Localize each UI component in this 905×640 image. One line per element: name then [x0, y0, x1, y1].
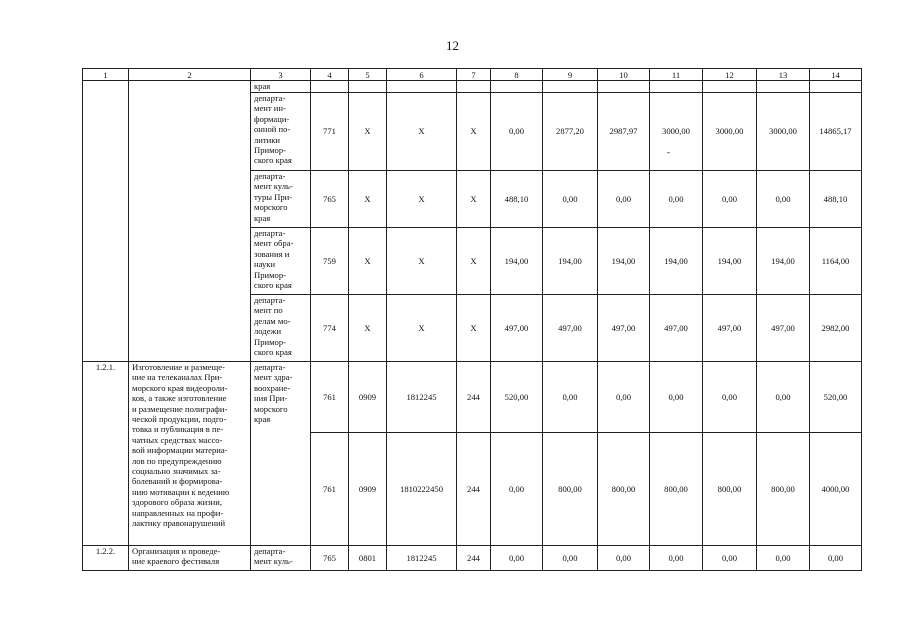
value-cell: 3000,00 [757, 93, 810, 171]
grbs-cell: 759 [311, 228, 349, 295]
value-cell: 0,00 [757, 362, 810, 433]
budget-table [82, 68, 862, 571]
value-cell: 800,00 [650, 433, 703, 546]
csr-cell: 1810222450 [387, 433, 457, 546]
header-cell: 12 [703, 69, 757, 81]
item-number-cell [83, 81, 129, 362]
header-cell: 2 [129, 69, 251, 81]
value-cell: 497,00 [598, 295, 650, 362]
vr-cell: Х [457, 228, 491, 295]
rz-pr-cell: 0909 [349, 362, 387, 433]
activity-cell [129, 81, 251, 362]
header-cell: 7 [457, 69, 491, 81]
vr-cell: Х [457, 295, 491, 362]
vr-cell: Х [457, 93, 491, 171]
grbs-cell: 761 [311, 362, 349, 433]
csr-cell: Х [387, 171, 457, 228]
department-cell: края [251, 81, 311, 93]
rz-pr-cell: 0801 [349, 546, 387, 571]
table-row [83, 546, 862, 571]
value-cell: 497,00 [491, 295, 543, 362]
value-cell: 497,00 [757, 295, 810, 362]
csr-cell: 1812245 [387, 546, 457, 571]
value-cell [650, 81, 703, 93]
total-cell: 520,00 [810, 362, 862, 433]
value-cell: 0,00 [757, 546, 810, 571]
rz-pr-cell: 0909 [349, 433, 387, 546]
header-cell: 3 [251, 69, 311, 81]
total-cell: 0,00 [810, 546, 862, 571]
value-cell: 800,00 [543, 433, 598, 546]
vr-cell [457, 81, 491, 93]
total-cell: 4000,00 [810, 433, 862, 546]
activity-cell: Организация и проведе- ние краевого фестиваля [129, 546, 251, 571]
value-cell: 0,00 [491, 93, 543, 171]
stray-mark: - [667, 147, 670, 157]
value-cell [491, 81, 543, 93]
activity-cell: Изготовление и размеще- ние на телеканалах При- морского края видеороли- ков, а также изготовление и размещение полиграфи- ческой продукции, подго- товка и публикация в пе- чатных средствах массо- вой информации материа- лов по предупреждению социально значимых за- болеваний и формирова- нию мотивации к ведению здорового образа жизни, направленных на профи- лактику правонарушений [129, 362, 251, 546]
value-cell: 0,00 [543, 362, 598, 433]
header-cell: 8 [491, 69, 543, 81]
department-cell: департа- мент куль- [251, 546, 311, 571]
header-cell: 4 [311, 69, 349, 81]
total-cell [810, 81, 862, 93]
value-cell [543, 81, 598, 93]
rz-pr-cell: Х [349, 228, 387, 295]
value-cell: 488,10 [491, 171, 543, 228]
rz-pr-cell: Х [349, 93, 387, 171]
value-cell: 194,00 [598, 228, 650, 295]
grbs-cell: 761 [311, 433, 349, 546]
header-cell: 6 [387, 69, 457, 81]
csr-cell: Х [387, 93, 457, 171]
item-number-cell: 1.2.1. [83, 362, 129, 546]
value-cell: 0,00 [757, 171, 810, 228]
table-row [83, 362, 862, 433]
value-cell: 0,00 [491, 546, 543, 571]
value-cell: 0,00 [650, 546, 703, 571]
department-cell: департа- мент куль- туры При- морского края [251, 171, 311, 228]
total-cell: 2982,00 [810, 295, 862, 362]
grbs-cell [311, 81, 349, 93]
rz-pr-cell [349, 81, 387, 93]
value-cell: 0,00 [598, 171, 650, 228]
value-cell: 497,00 [650, 295, 703, 362]
total-cell: 488,10 [810, 171, 862, 228]
header-cell: 13 [757, 69, 810, 81]
page-number: 12 [446, 38, 459, 53]
vr-cell: 244 [457, 546, 491, 571]
value-cell: 800,00 [703, 433, 757, 546]
csr-cell: 1812245 [387, 362, 457, 433]
value-cell: 194,00 [491, 228, 543, 295]
vr-cell: 244 [457, 362, 491, 433]
value-cell [598, 81, 650, 93]
value-cell: 0,00 [598, 362, 650, 433]
value-cell: 0,00 [598, 546, 650, 571]
value-cell: 800,00 [598, 433, 650, 546]
value-cell: 2877,20 [543, 93, 598, 171]
header-cell: 9 [543, 69, 598, 81]
value-cell: 520,00 [491, 362, 543, 433]
rz-pr-cell: Х [349, 171, 387, 228]
department-cell: департа- мент ин- формаци- онной по- литики Примор- ского края [251, 93, 311, 171]
value-cell: 0,00 [650, 362, 703, 433]
value-cell: 194,00 [757, 228, 810, 295]
header-cell: 14 [810, 69, 862, 81]
value-cell [757, 81, 810, 93]
header-cell: 1 [83, 69, 129, 81]
csr-cell [387, 81, 457, 93]
value-cell [703, 81, 757, 93]
value-cell: 3000,00 [650, 93, 703, 171]
table-header-row [83, 69, 862, 81]
csr-cell: Х [387, 295, 457, 362]
department-cell: департа- мент по делам мо- лодежи Примор- ского края [251, 295, 311, 362]
value-cell: 0,00 [703, 362, 757, 433]
grbs-cell: 771 [311, 93, 349, 171]
department-cell: департа- мент здра- воохране- ния При- морского края [251, 362, 311, 546]
value-cell: 0,00 [543, 171, 598, 228]
value-cell: 194,00 [543, 228, 598, 295]
value-cell: 0,00 [543, 546, 598, 571]
csr-cell: Х [387, 228, 457, 295]
total-cell: 14865,17 [810, 93, 862, 171]
grbs-cell: 765 [311, 546, 349, 571]
value-cell: 194,00 [650, 228, 703, 295]
item-number-cell: 1.2.2. [83, 546, 129, 571]
value-cell: 800,00 [757, 433, 810, 546]
total-cell: 1164,00 [810, 228, 862, 295]
vr-cell: Х [457, 171, 491, 228]
header-cell: 10 [598, 69, 650, 81]
value-cell: 0,00 [703, 546, 757, 571]
grbs-cell: 765 [311, 171, 349, 228]
value-cell: 497,00 [703, 295, 757, 362]
header-cell: 11 [650, 69, 703, 81]
value-cell: 497,00 [543, 295, 598, 362]
table-row [83, 81, 862, 93]
value-cell: 0,00 [650, 171, 703, 228]
value-cell: 3000,00 [703, 93, 757, 171]
value-cell: 194,00 [703, 228, 757, 295]
grbs-cell: 774 [311, 295, 349, 362]
department-cell: департа- мент обра- зования и науки Примор- ского края [251, 228, 311, 295]
vr-cell: 244 [457, 433, 491, 546]
rz-pr-cell: Х [349, 295, 387, 362]
header-cell: 5 [349, 69, 387, 81]
value-cell: 2987,97 [598, 93, 650, 171]
value-cell: 0,00 [491, 433, 543, 546]
value-cell: 0,00 [703, 171, 757, 228]
